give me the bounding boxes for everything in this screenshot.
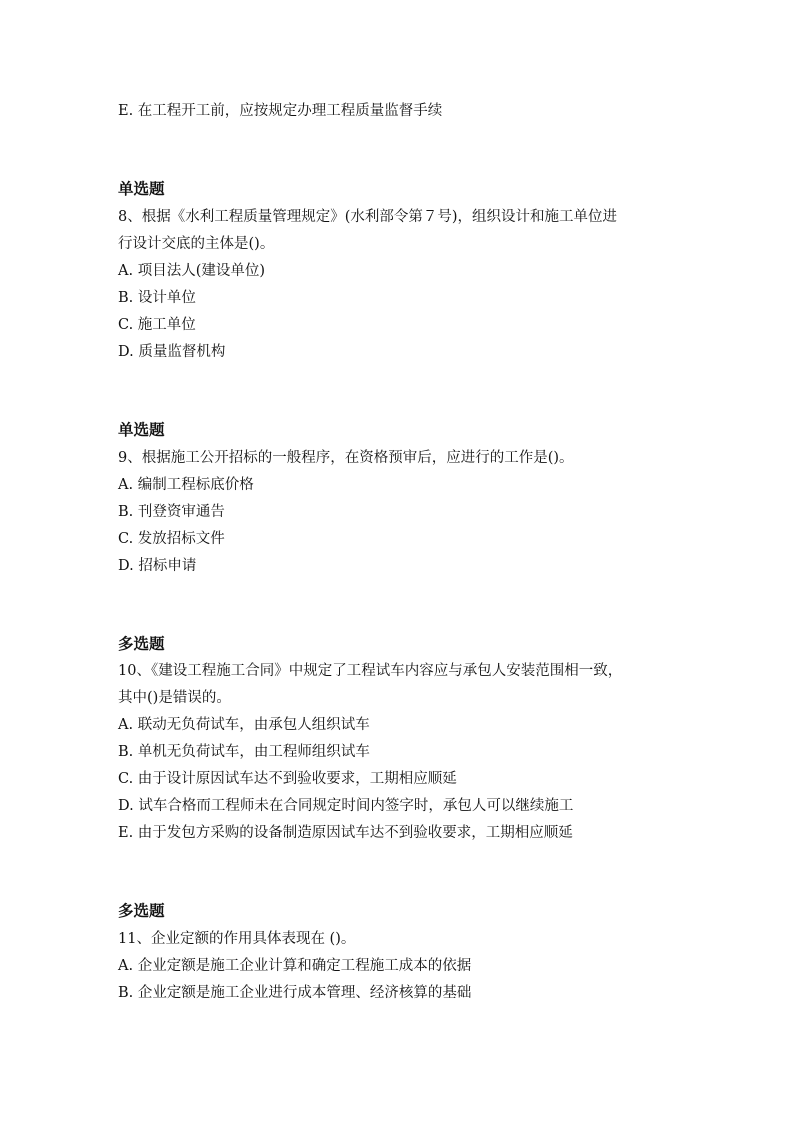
q11-option-a: A. 企业定额是施工企业计算和确定工程施工成本的依据: [118, 958, 472, 974]
q10-option-c: C. 由于设计原因试车达不到验收要求，工期相应顺延: [118, 771, 457, 787]
q9-option-d: D. 招标申请: [118, 558, 197, 574]
q9-option-a: A. 编制工程标底价格: [118, 477, 254, 493]
q11-stem-line1: 11、企业定额的作用具体表现在 ()。: [118, 931, 356, 947]
q10-option-e: E. 由于发包方采购的设备制造原因试车达不到验收要求，工期相应顺延: [118, 825, 573, 841]
q8-type-heading: 单选题: [118, 180, 165, 198]
q8-option-a: A. 项目法人(建设单位): [118, 263, 266, 279]
q10-stem-line1: 10、《建设工程施工合同》中规定了工程试车内容应与承包人安装范围相一致，: [118, 663, 623, 679]
q10-option-d: D. 试车合格而工程师未在合同规定时间内签字时，承包人可以继续施工: [118, 798, 574, 814]
q8-stem-line2: 行设计交底的主体是()。: [118, 236, 275, 252]
q7-option-e: E. 在工程开工前，应按规定办理工程质量监督手续: [118, 103, 443, 119]
q8-stem-line1: 8、根据《水利工程质量管理规定》(水利部令第７号)，组织设计和施工单位进: [118, 209, 618, 225]
q11-option-b: B. 企业定额是施工企业进行成本管理、经济核算的基础: [118, 985, 472, 1001]
q10-option-b: B. 单机无负荷试车，由工程师组织试车: [118, 744, 370, 760]
q10-option-a: A. 联动无负荷试车，由承包人组织试车: [118, 717, 370, 733]
q9-option-c: C. 发放招标文件: [118, 531, 225, 547]
q9-stem-line1: 9、根据施工公开招标的一般程序，在资格预审后，应进行的工作是()。: [118, 450, 574, 466]
q10-type-heading: 多选题: [118, 635, 165, 653]
q8-option-b: B. 设计单位: [118, 290, 196, 306]
q9-option-b: B. 刊登资审通告: [118, 504, 225, 520]
q8-option-d: D. 质量监督机构: [118, 344, 226, 360]
q8-option-c: C. 施工单位: [118, 317, 196, 333]
q11-type-heading: 多选题: [118, 902, 165, 920]
q9-type-heading: 单选题: [118, 421, 165, 439]
q10-stem-line2: 其中()是错误的。: [118, 690, 231, 706]
